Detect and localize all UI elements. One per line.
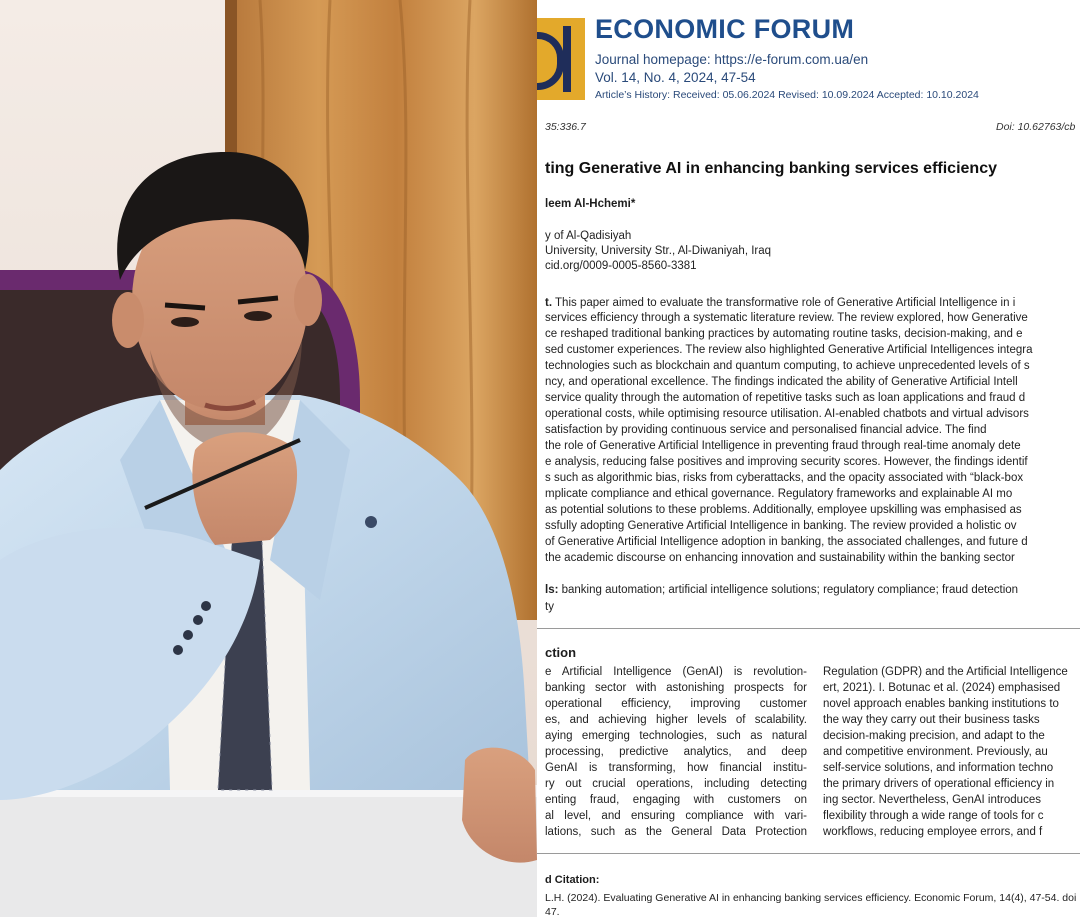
abstract-label: t.: [545, 297, 553, 309]
article-page: [537, 0, 1080, 917]
affiliation-line: y of Al-Qadisiyah: [545, 230, 632, 242]
intro-right-line: Regulation (GDPR) and the Artificial Intelligence: [823, 666, 1068, 678]
abstract-line: mplicate compliance and ethical governance. Regulatory frameworks and explainable AI mo: [545, 488, 1013, 500]
intro-right-line: novel approach enables banking institutions to: [823, 698, 1059, 710]
intro-left-line: enting fraud, engaging with customers on: [545, 794, 807, 806]
abstract-line: ce reshaped traditional banking practices by automating routine tasks, decision-making, and e: [545, 328, 1023, 340]
udc-code: 35:336.7: [545, 121, 586, 133]
citation-heading: d Citation:: [545, 874, 600, 886]
author-photo: [0, 0, 537, 917]
abstract-line: ncy, and operational excellence. The findings indicated the ability of Generative Artificial Intell: [545, 376, 1018, 388]
intro-right-line: ert, 2021). I. Botunac et al. (2024) emphasised: [823, 682, 1061, 694]
intro-left-line: e Artificial Intelligence (GenAI) is revolution-: [545, 666, 807, 678]
abstract-line: sed customer experiences. The review also highlighted Generative Artificial Intelligences integra: [545, 344, 1033, 356]
citation-text: L.H. (2024). Evaluating Generative AI in enhancing banking services efficiency. Economic Forum, 14(4), 47-54. doi: [545, 892, 1077, 904]
orcid-link[interactable]: cid.org/0009-0005-8560-3381: [545, 260, 697, 272]
abstract-line: e analysis, reducing false positives and improving security scores. However, the findings identif: [545, 456, 1028, 468]
intro-right-line: decision-making precision, and adapt to the: [823, 730, 1045, 742]
intro-left-line: aying emerging technologies, such as natural: [545, 730, 807, 742]
abstract-line: operational costs, while optimising resource utilisation. AI-enabled chatbots and virtual advisors: [545, 408, 1029, 420]
intro-left-line: banking sector with astonishing prospects for: [545, 682, 807, 694]
citation-text-continued: 47.: [545, 906, 560, 917]
section-divider: [537, 628, 1080, 629]
abstract-line: the role of Generative Artificial Intelligence in preventing fraud through real-time anomaly dete: [545, 440, 1021, 452]
abstract-line: satisfaction by providing continuous service and personalised financial advice. The find: [545, 424, 987, 436]
intro-left-line: operational efficiency, improving customer: [545, 698, 807, 710]
intro-left-line: ry out crucial operations, including detecting: [545, 778, 807, 790]
intro-left-line: GenAI is transforming, how financial institu-: [545, 762, 807, 774]
author-name: leem Al-Hchemi*: [545, 198, 636, 210]
abstract-line: ssfully adopting Generative Artificial Intelligence in banking. The review provided a holistic ov: [545, 520, 1017, 532]
abstract-line: t. This paper aimed to evaluate the transformative role of Generative Artificial Intelligence in i: [545, 297, 1016, 309]
author-portrait-illustration: [0, 0, 537, 917]
abstract-line: s such as algorithmic bias, risks from cyberattacks, and the opacity associated with “black-box: [545, 472, 1024, 484]
abstract-line: of Generative Artificial Intelligence adoption in banking, the associated challenges, and future d: [545, 536, 1028, 548]
introduction-heading: ction: [545, 645, 577, 660]
intro-left-line: lations, such as the General Data Protection: [545, 826, 807, 838]
affiliation-line: University, University Str., Al-Diwaniyah, Iraq: [545, 245, 772, 257]
intro-left-line: es, and achieving higher levels of scalability.: [545, 714, 807, 726]
abstract-line: as potential solutions to these problems. Additionally, employee upskilling was emphasised as: [545, 504, 1022, 516]
intro-left-line: processing, predictive analytics, and deep: [545, 746, 807, 758]
intro-right-line: flexibility through a wide range of tools for c: [823, 810, 1044, 822]
intro-left-line: al level, and ensuring compliance with vari-: [545, 810, 807, 822]
journal-name: ECONOMIC FORUM: [595, 14, 855, 44]
journal-logo: [537, 18, 585, 100]
citation-divider: [537, 853, 1080, 854]
article-history: Article’s History: Received: 05.06.2024 Revised: 10.09.2024 Accepted: 10.10.2024: [595, 89, 979, 101]
abstract-line: technologies such as blockchain and quantum computing, to achieve unprecedented levels of s: [545, 360, 1030, 372]
intro-right-line: self-service solutions, and information techno: [823, 762, 1054, 774]
journal-homepage-link[interactable]: Journal homepage: https://e-forum.com.ua/en: [595, 52, 869, 67]
intro-right-line: and competitive environment. Previously, au: [823, 746, 1048, 758]
abstract-line: services efficiency through a systematic literature review. The review explored, how Generative: [545, 312, 1028, 324]
keywords: ls: banking automation; artificial intelligence solutions; regulatory compliance; fraud detection: [545, 584, 1019, 596]
keywords-continued: ty: [545, 601, 554, 613]
keywords-label: ls:: [545, 584, 559, 596]
article-title: ting Generative AI in enhancing banking services efficiency: [545, 160, 997, 177]
intro-right-line: workflows, reducing employee errors, and f: [823, 826, 1043, 838]
abstract-line: service quality through the automation of repetitive tasks such as loan applications and fraud d: [545, 392, 1026, 404]
intro-right-line: the way they carry out their business tasks: [823, 714, 1040, 726]
intro-right-line: the primary drivers of operational efficiency in: [823, 778, 1055, 790]
doi-link[interactable]: Doi: 10.62763/cb: [996, 121, 1076, 133]
abstract-line: the academic discourse on enhancing innovation and sustainability within the banking sector: [545, 552, 1015, 564]
intro-right-line: ing sector. Nevertheless, GenAI introduces: [823, 794, 1041, 806]
journal-volume: Vol. 14, No. 4, 2024, 47-54: [595, 70, 756, 85]
